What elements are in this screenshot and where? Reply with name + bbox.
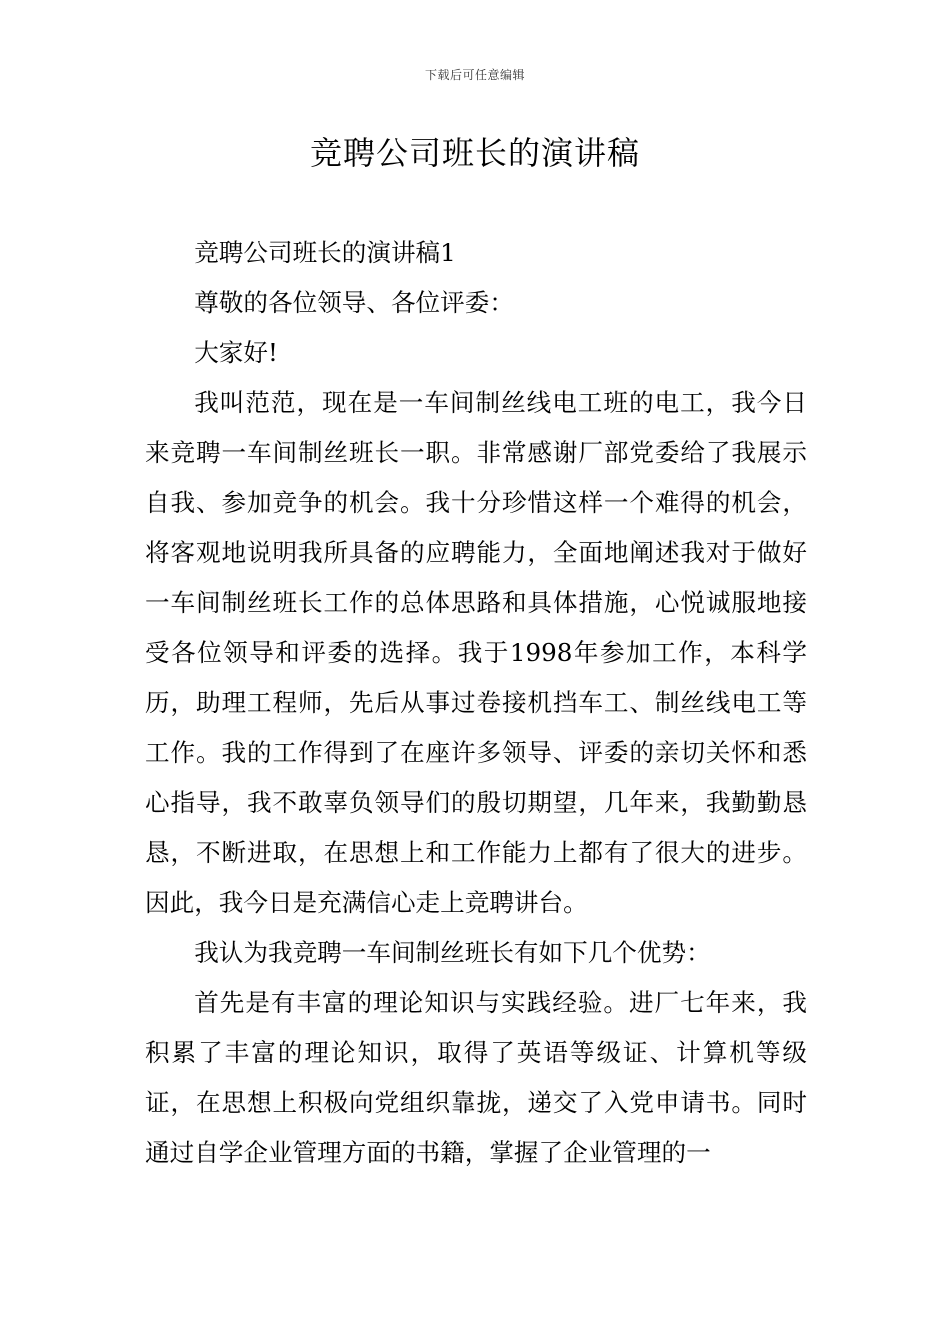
paragraph-introduction: 我叫范范，现在是一车间制丝线电工班的电工，我今日来竞聘一车间制丝班长一职。非常感谢厂部党委给了我展示自我、参加竞争的机会。我十分珍惜这样一个难得的机会，将客观地说明我所具备的应聘能力，全面地阐述我对于做好一车间制丝班长工作的总体思路和具体措施，心悦诚服地接受各位领导和评委的选择。我于1998年参加工作，本科学历，助理工程师，先后从事过卷接机挡车工、制丝线电工等工作。我的工作得到了在座许多领导、评委的亲切关怀和悉心指导，我不敢辜负领导们的殷切期望，几年来，我勤勤恳恳，不断进取，在思想上和工作能力上都有了很大的进步。因此，我今日是充满信心走上竞聘讲台。 [145, 388, 807, 917]
document-title: 竞聘公司班长的演讲稿 [309, 134, 640, 172]
paragraph-advantages-intro: 我认为我竞聘一车间制丝班长有如下几个优势： [194, 938, 711, 967]
paragraph-greeting: 大家好! [194, 338, 278, 367]
document-body [145, 228, 807, 1178]
paragraph-salutation: 尊敬的各位领导、各位评委： [194, 288, 514, 317]
paragraph-first-advantage: 首先是有丰富的理论知识与实践经验。进厂七年来，我积累了丰富的理论知识，取得了英语等级证、计算机等级证，在思想上积极向党组织靠拢，递交了入党申请书。同时通过自学企业管理方面的书籍，掌握了企业管理的一 [145, 988, 807, 1167]
paragraph-subtitle: 竞聘公司班长的演讲稿1 [194, 238, 456, 267]
header-note: 下载后可任意编辑 [424, 68, 525, 82]
